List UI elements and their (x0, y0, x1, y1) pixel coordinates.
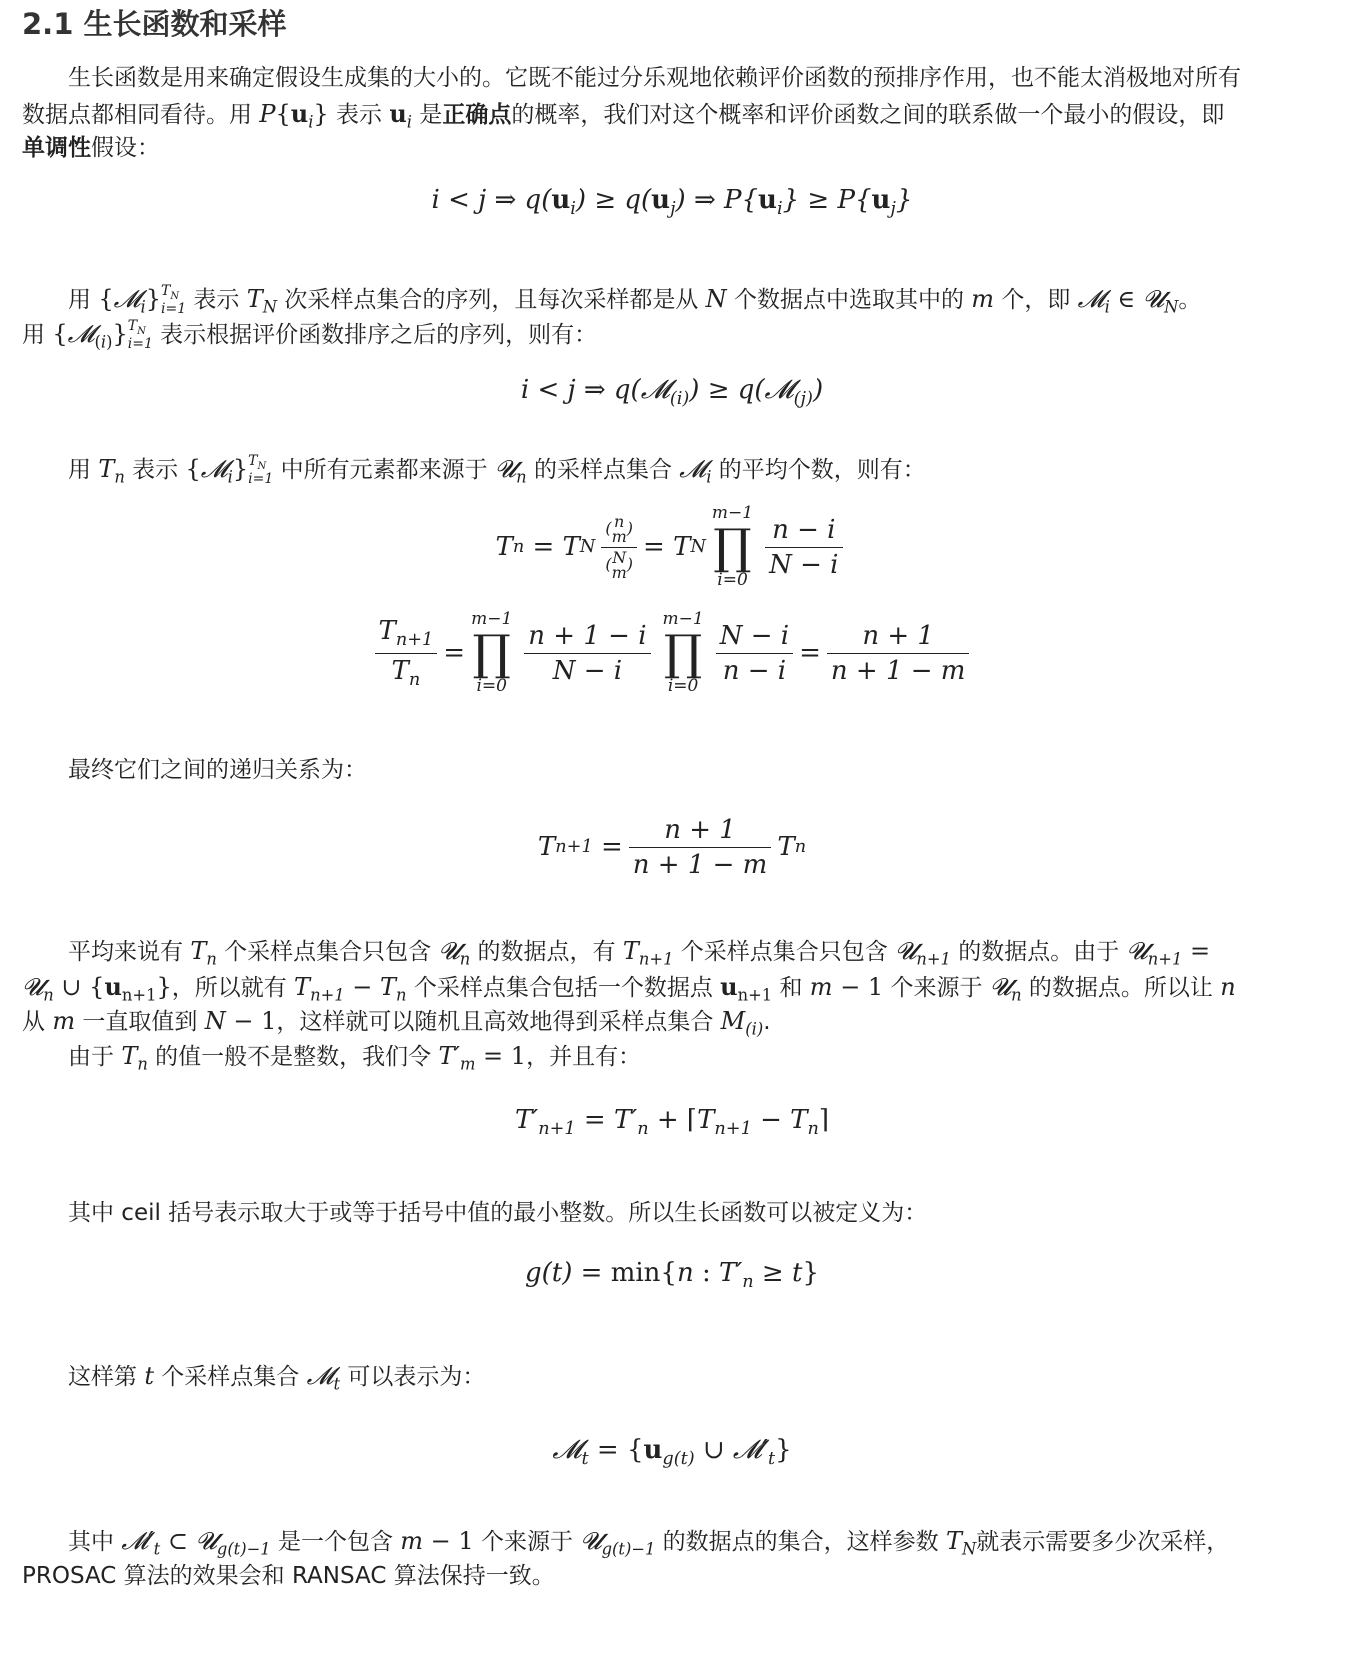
math-Mi-seq: {𝓜$_i$} $T_N$ i=1 (98, 283, 187, 317)
equation-ratio: $\frac{T_{n+1}}{T_n}$ = m−1 ∏ i=0 $\frac{n + 1 - i}{N - i}$ m−1 ∏ i=0 $\frac{N - i}{n - i}$ = $\frac{n + 1}{n + 1 - m}$ (22, 603, 1322, 703)
math-Tn: $T_n$ (98, 455, 125, 487)
text: 个采样点集合包括一个数据点 (406, 975, 721, 1001)
section-number: 2.1 (22, 7, 74, 41)
text: 。 (1178, 287, 1202, 313)
text: 的数据点，有 (470, 939, 623, 965)
text: 平均来说有 (68, 939, 191, 965)
bold-correct-point: 正确点 (442, 102, 512, 128)
text: 的平均个数，则有： (711, 457, 926, 483)
paragraph-ceil (22, 1196, 1322, 1231)
p1-line2 (22, 96, 1322, 131)
math-Un: 𝓤$_n$ (494, 455, 527, 487)
p2-line2 (22, 317, 1322, 352)
text: . (763, 1009, 771, 1035)
text: 和 (772, 975, 810, 1001)
text: 个采样点集合 (153, 1364, 307, 1390)
math: m − 1 (400, 1527, 474, 1555)
text: 的采样点集合 (526, 457, 680, 483)
text: 表示 (124, 457, 186, 483)
text: 是 (412, 102, 443, 128)
math: 𝓤$_n$ (989, 973, 1022, 1005)
text: 一直取值到 (75, 1009, 205, 1035)
paragraph-sample-sequence (22, 282, 1322, 352)
text: 用 (22, 322, 53, 348)
math-N: N (705, 285, 727, 313)
math: $T'_m = 1$ (438, 1042, 527, 1074)
math-m: m (971, 285, 995, 313)
text: 数据点都相同看待。用 (22, 102, 260, 128)
equation-recursion: T n+1 = $\frac{n + 1}{n + 1 - m}$ T n (537, 814, 807, 880)
math: $T_N$ (945, 1527, 977, 1559)
math: 𝓤$_n$ (438, 937, 471, 969)
math: $u_{n+1}$ (720, 972, 773, 1005)
paragraph-sample-t (22, 1359, 1322, 1394)
p5-line1 (22, 934, 1322, 969)
paragraph-sampling-explained (22, 934, 1322, 1074)
equation-ordering: i < j ⇒ q(𝓜$_{(i)}$) ≥ q(𝓜$_{(j)}$) (520, 375, 824, 410)
p7-line1: 其中 ceil 括号表示取大于或等于括号中值的最小整数。所以生长函数可以被定义为： (68, 1200, 928, 1226)
text: ，这样就可以随机且高效地得到采样点集合 (276, 1009, 721, 1035)
text: 的概率，我们对这个概率和评价函数之间的联系做一个最小的假设，即 (511, 102, 1225, 128)
section-heading: 生长函数和采样 (83, 7, 287, 41)
math: t (144, 1362, 154, 1390)
text: 的数据点。由于 (950, 939, 1127, 965)
math: N − 1 (204, 1007, 277, 1035)
math: $T_n$ (190, 937, 217, 969)
equation-monotonic: i < j ⇒ $q(u_i) \ge q(u_j)$ ⇒ $P\{u_i\} \ge P\{u_j\}$ (431, 185, 913, 220)
math: m (52, 1007, 76, 1035)
math: 𝓤$_{n+1}$ = (1126, 937, 1211, 969)
math-ui: $u_i$ (389, 99, 412, 132)
text: 表示 (186, 287, 247, 313)
p5-line3 (22, 1004, 1322, 1039)
math: 𝓤$_{g(t)-1}$ (580, 1527, 656, 1559)
math: $T_{n+1} - T_n$ (294, 973, 407, 1005)
p3-line1 (22, 452, 1322, 487)
math: $T_{n+1}$ (622, 937, 674, 969)
text: 是一个包含 (270, 1529, 401, 1555)
text: 就表示需要多少次采样， (976, 1529, 1230, 1555)
math: n (1220, 973, 1236, 1001)
text: 从 (22, 1009, 53, 1035)
paragraph-conclusion (22, 1524, 1322, 1594)
math-Mi-seq-2: {𝓜$_i$} $T_N$ i=1 (185, 453, 274, 487)
text: 个数据点中选取其中的 (726, 287, 972, 313)
paragraph-recursion (22, 753, 1322, 788)
p8-line1 (22, 1359, 1322, 1394)
text: 用 (68, 457, 99, 483)
text: 由于 (68, 1044, 122, 1070)
document (0, 4, 1350, 1594)
math-P-ui: P (259, 100, 276, 128)
equation-Mt: 𝓜$_t$ = {$u_{g(t)}$ ∪ $𝓜'_t$} (552, 1435, 792, 1470)
math: $M_{(i)}$ (720, 1007, 764, 1039)
math-brace: $\{u_i\}$ (275, 99, 329, 132)
text: ，并且有： (526, 1044, 642, 1070)
bold-monotonicity: 单调性 (22, 135, 91, 161)
equation-growth: g(t) = min{n : $T'_n \ge t$} (525, 1258, 819, 1293)
text: 的值一般不是整数，我们令 (147, 1044, 439, 1070)
text: 个来源于 (883, 975, 990, 1001)
text: 假设： (91, 135, 160, 161)
math: $𝓜'_t$ ⊂ 𝓤$_{g(t)-1}$ (121, 1527, 271, 1559)
math: $T_n$ (121, 1042, 148, 1074)
p9-line1 (22, 1524, 1322, 1559)
section-title (22, 4, 1322, 44)
math-Mi-in-UN: 𝓜$_i$ ∈ 𝓤$_N$ (1077, 285, 1179, 317)
text: 次采样点集合的序列，且每次采样都是从 (277, 287, 706, 313)
text: 表示根据评价函数排序之后的序列，则有： (152, 322, 598, 348)
text: 可以表示为： (340, 1364, 486, 1390)
math-M(i)-seq: {𝓜$_{(i)}$} $T_N$ i=1 (52, 318, 153, 352)
text: 的数据点的集合，这样参数 (655, 1529, 946, 1555)
math-TN: $T_N$ (246, 285, 278, 317)
math: 𝓤$_{n+1}$ (895, 937, 951, 969)
text: 个来源于 (473, 1529, 581, 1555)
p9-line2: PROSAC 算法的效果会和 RANSAC 算法保持一致。 (22, 1563, 555, 1589)
text: 这样第 (68, 1364, 145, 1390)
text: 个采样点集合只包含 (216, 939, 439, 965)
text: 个，即 (994, 287, 1078, 313)
text: ，所以就有 (171, 975, 295, 1001)
equation-Tn: T n = T N ( n m) (N m) = T N m−1 ∏ i=0 $\frac{n - i}{N - i}$ (22, 497, 1322, 597)
text: 个采样点集合只包含 (673, 939, 896, 965)
text: 用 (68, 287, 99, 313)
p6-line1 (22, 1039, 1322, 1074)
math: 𝓜$_t$ (306, 1362, 341, 1394)
p2-line1 (22, 282, 1322, 317)
p4-line1: 最终它们之间的递归关系为： (68, 757, 367, 783)
text: 中所有元素都来源于 (273, 457, 495, 483)
p1-line3 (22, 131, 1322, 166)
math: 𝓤$_n$ ∪ $\{u_{n+1}\}$ (22, 972, 172, 1005)
text: 表示 (328, 102, 390, 128)
text: 其中 (68, 1529, 122, 1555)
p5-line2 (22, 969, 1322, 1004)
p1-line1: 生长函数是用来确定假设生成集的大小的。它既不能过分乐观地依赖评价函数的预排序作用，也不能太消极地对所有 (68, 65, 1241, 91)
text: 的数据点。所以让 (1021, 975, 1221, 1001)
math-Mi: 𝓜$_i$ (679, 455, 712, 487)
paragraph-growth-function (22, 61, 1322, 166)
equation-ceil: $T'_{n+1} = T'_n$ + $⌈T_{n+1}$ − $T_n⌉$ (514, 1105, 830, 1140)
math: m − 1 (809, 973, 884, 1001)
paragraph-average-count (22, 452, 1322, 487)
